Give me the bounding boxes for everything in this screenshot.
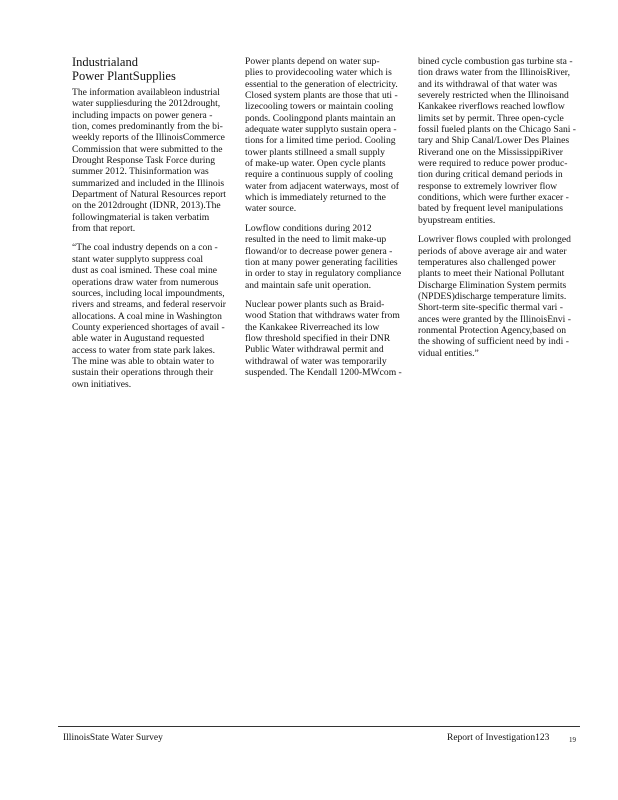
paragraph: bined cycle combustion gas turbine sta - tion draws water from the IllinoisRiver, and its withdrawal of that water was severely restricted when the Illinoisand Kankakee riverflows reached lowflow limits set by permit. Three open-cycle fossil fueled plants on the Chicago Sani - tary and Ship Canal/Lower Des Plaines Riverand one on the MississippiRiver were required to reduce power produc- tion during critical demand periods in response to extremely lowriver flow conditions, which were further exacer - bated by frequent level manipulations byupstream entities. xyxy=(418,56,577,226)
footer-publisher: IllinoisState Water Survey xyxy=(63,733,163,743)
column-1 xyxy=(72,56,242,398)
column-3 xyxy=(418,56,583,367)
section-title: Industrialand Power PlantSupplies xyxy=(72,55,176,83)
footer-divider xyxy=(58,726,580,727)
column-2 xyxy=(245,56,410,386)
paragraph: The information availableon industrial water suppliesduring the 2012drought, including impacts on power genera - tion, comes predominantly from the bi- weekly reports of the IllinoisCommerce Commission that were submitted to the Drought Response Task Force during summer 2012. Thisinformation was summarized and included in the Illinois Department of Natural Resources report on the 2012drought (IDNR, 2013).The followingmaterial is taken verbatim from that report. xyxy=(72,87,226,235)
paragraph: Nuclear power plants such as Braid- wood Station that withdraws water from the Kankakee Riverreached its low flow threshold specified in their DNR Public Water withdrawal permit and withdrawal of water was temporarily suspended. The Kendall 1200-MWcom - xyxy=(245,298,402,378)
paragraph: Lowriver flows coupled with prolonged periods of above average air and water temperatures also challenged power plants to meet their National Pollutant Discharge Elimination System permits (NPDES)discharge temperature limits. Short-term site-specific thermal vari - ances were granted by the IllinoisEnvi - ronmental Protection Agency,based on the showing of sufficient need by indi - vidual entities.” xyxy=(418,234,571,359)
paragraph: Lowflow conditions during 2012 resulted in the need to limit make-up flowand/or to decrease power genera - tion at many power generating facilities in order to stay in regulatory compliance and maintain safe unit operation. xyxy=(245,222,402,291)
page-number: 19 xyxy=(569,736,576,744)
footer-report-title: Report of Investigation123 xyxy=(447,733,550,743)
paragraph: Power plants depend on water sup- plies to providecooling water which is essential to the generation of electricity. Closed system plants are those that uti - lizecooling towers or maintain cooling ponds. Coolingpond plants maintain an adequate water supplyto sustain opera - tions for a limited time period. Cooling tower plants stillneed a small supply of make-up water. Open cycle plants require a continuous supply of cooling water from adjacent waterways, most of which is immediately returned to the water source. xyxy=(245,56,399,215)
paragraph: “The coal industry depends on a con - stant water supplyto suppress coal dust as coal ismined. These coal mine operations draw water from numerous sources, including local impoundments, rivers and streams, and federal reservoir allocations. A coal mine in Washington County experienced shortages of avail - able water in Augustand requested access to water from state park lakes. The mine was able to obtain water to sustain their operations through their own initiatives. xyxy=(72,242,226,390)
